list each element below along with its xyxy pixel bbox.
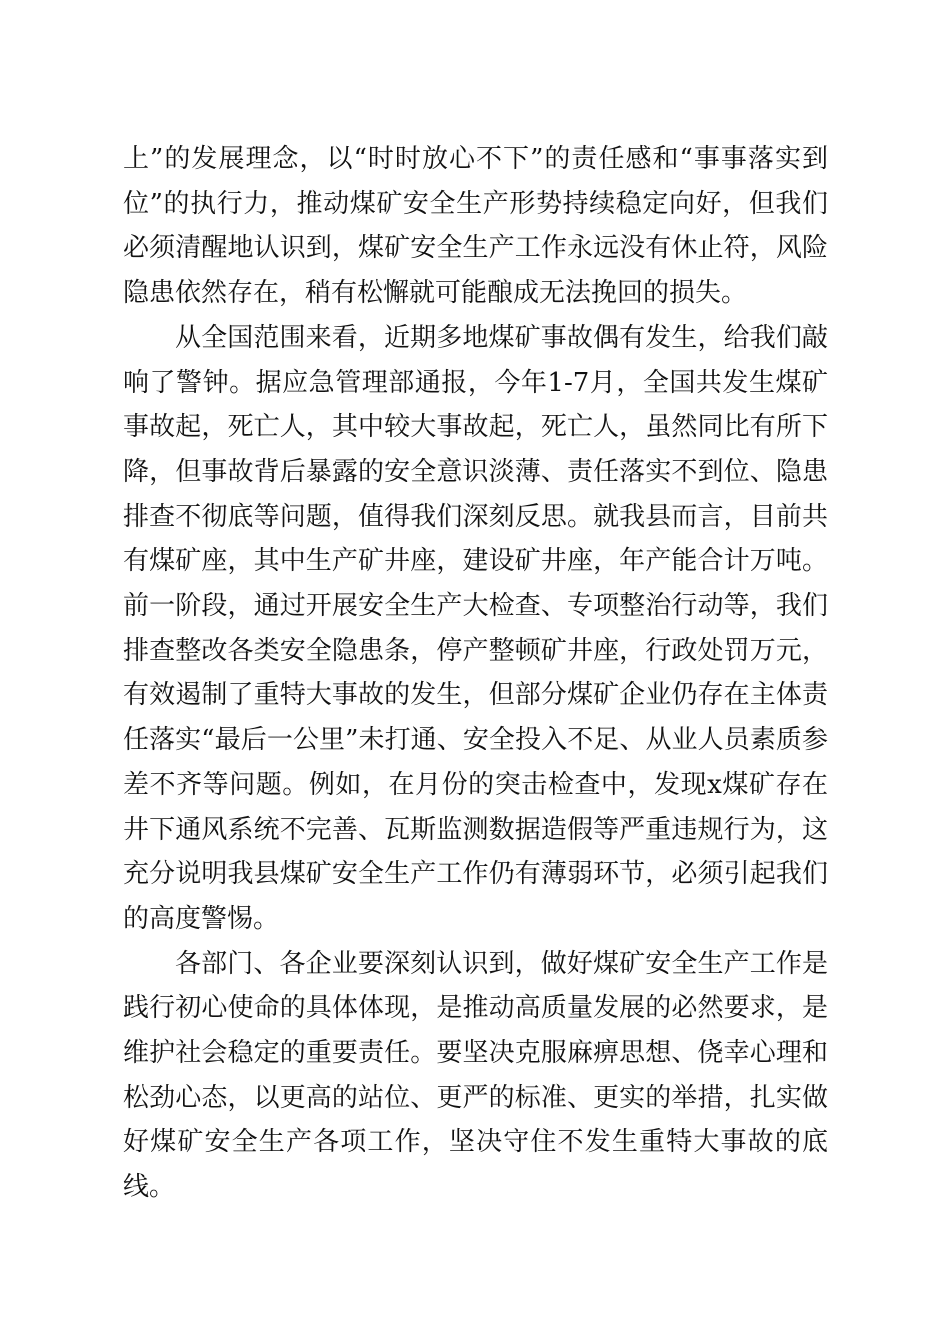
paragraph-national-situation: 从全国范围来看，近期多地煤矿事故偶有发生，给我们敲响了警钟。据应急管理部通报，今年1-7月，全国共发生煤矿事故起，死亡人，其中较大事故起，死亡人，虽然同比有所下降，但事故背后暴露的安全意识淡薄、责任落实不到位、隐患排查不彻底等问题，值得我们深刻反思。就我县而言，目前共有煤矿座，其中生产矿井座，建设矿井座，年产能合计万吨。前一阶段，通过开展安全生产大检查、专项整治行动等，我们排查整改各类安全隐患条，停产整顿矿井座，行政处罚万元，有效遏制了重特大事故的发生，但部分煤矿企业仍存在主体责任落实“最后一公里”未打通、安全投入不足、从业人员素质参差不齐等问题。例如，在月份的突击检查中，发现x煤矿存在井下通风系统不完善、瓦斯监测数据造假等严重违规行为，这充分说明我县煤矿安全生产工作仍有薄弱环节，必须引起我们的高度警惕。: [123, 322, 828, 934]
document-body: [123, 137, 828, 1210]
paragraph-requirements: 各部门、各企业要深刻认识到，做好煤矿安全生产工作是践行初心使命的具体体现，是推动高质量发展的必然要求，是维护社会稳定的重要责任。要坚决克服麻痹思想、侥幸心理和松劲心态，以更高的站位、更严的标准、更实的举措，扎实做好煤矿安全生产各项工作，坚决守住不发生重特大事故的底线。: [123, 948, 828, 1203]
paragraph-continuation: 上”的发展理念，以“时时放心不下”的责任感和“事事落实到位”的执行力，推动煤矿安全生产形势持续稳定向好，但我们必须清醒地认识到，煤矿安全生产工作永远没有休止符，风险隐患依然存在，稍有松懈就可能酿成无法挽回的损失。: [123, 144, 828, 309]
